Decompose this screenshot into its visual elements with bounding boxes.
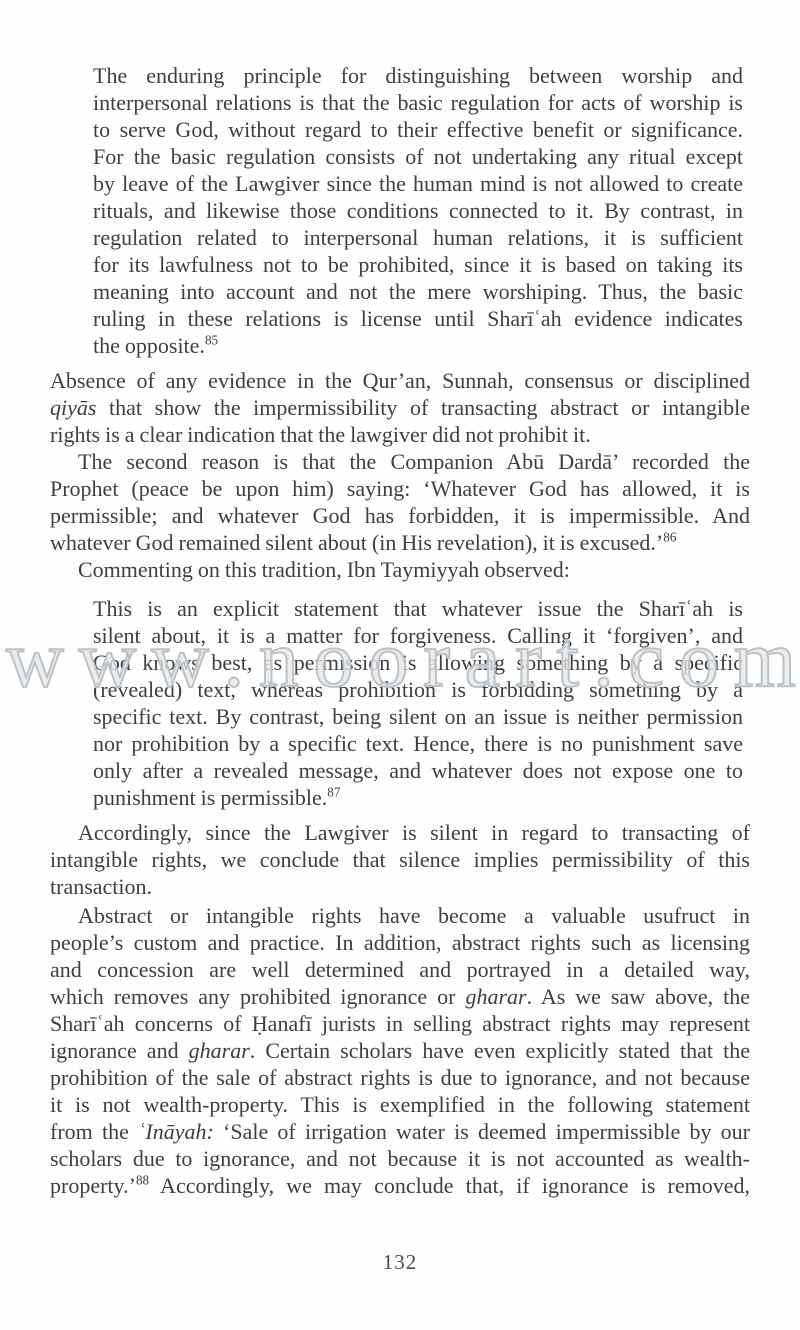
text-line: whatever God remained silent about (in His revelation), it is excused.’$^{86}$ [50,529,677,555]
text-line: rights is a clear indication that the lawgiver did not prohibit it. [50,422,591,447]
text-line: property.’$^{88}$ Accordingly, we may conclude that, if ignorance is removed, [50,1172,750,1198]
watermark-letter: r [515,616,542,704]
text-line: only after a revealed message, and whatever does not expose one to [93,758,743,783]
watermark-letter: o [368,616,409,704]
text-line: Prophet (peace be upon him) saying: ‘Whatever God has allowed, it is [50,476,750,501]
text-line: interpersonal relations is that the basic regulation for acts of worship is [93,90,743,115]
watermark-letter: t [556,616,579,704]
text-line: intangible rights, we conclude that silence implies permissibility of this [50,847,750,872]
text-line: The enduring principle for distinguishing between worship and [93,63,743,88]
text-line: prohibition of the sale of abstract rights is due to ignorance, and not because [50,1065,750,1090]
text-line: nor prohibition by a specific text. Hence, there is no punishment save [93,731,743,756]
text-line: Abstract or intangible rights have become a valuable usufruct in [78,903,750,928]
text-line: by leave of the Lawgiver since the human mind is not allowed to create [93,171,743,196]
text-line: people’s custom and practice. In addition, abstract rights such as licensing [50,930,750,955]
text-line: to serve God, without regard to their effective benefit or significance. [93,117,743,142]
text-line: silent about, it is a matter for forgiveness. Calling it ‘forgiven’, and [93,623,743,648]
text-line: meaning into account and not the mere worshiping. Thus, the basic [93,279,743,304]
text-line: regulation related to interpersonal human relations, it is sufficient [93,225,743,250]
paragraph [50,367,750,448]
block-quote [93,595,743,811]
text-line: ruling in these relations is license until Sharīʿah evidence indicates [93,306,743,331]
text-line: ignorance and gharar. Certain scholars have even explicitly stated that the [50,1038,750,1063]
text-line: qiyās that show the impermissibility of transacting abstract or intangible [50,395,750,420]
text-line: Sharīʿah concerns of Ḥanafī jurists in selling abstract rights may represent [50,1011,750,1036]
text-line: punishment is permissible.$^{87}$ [93,784,341,810]
text-line: it is not wealth-property. This is exemplified in the following statement [50,1092,750,1117]
watermark-letter: a [464,616,501,704]
watermark-letter: w [6,616,64,704]
text-line: Commenting on this tradition, Ibn Taymiyyah observed: [78,557,570,582]
page-number: 132 [382,1250,418,1274]
text-line: and concession are well determined and portrayed in a detailed way, [50,957,750,982]
watermark-letter: o [313,616,354,704]
watermark-letter: m [733,616,796,704]
text-line: which removes any prohibited ignorance or gharar. As we saw above, the [50,984,751,1009]
watermark-letter: r [423,616,450,704]
text-line: (revealed) text, whereas prohibition is forbidding something by a [93,677,743,702]
text-line: permissible; and whatever God has forbidden, it is impermissible. And [50,503,750,528]
paragraph [50,902,750,1199]
text-line: transaction. [50,874,153,899]
watermark-letter: c [628,616,665,704]
watermark-letter: w [151,616,210,704]
watermark-letter: n [258,616,299,704]
block-quote [93,62,743,359]
text-line: God knows best, as permission is allowing something by a specific [93,650,743,675]
text-line: rituals, and likewise those conditions connected to it. By contrast, in [93,198,743,223]
watermark-letter: w [78,616,137,704]
text-line: for its lawfulness not to be prohibited, since it is based on taking its [93,252,743,277]
text-line: The second reason is that the Companion Abū Dardā’ recorded the [78,449,750,474]
text-line: Absence of any evidence in the Qur’an, Sunnah, consensus or disciplined [50,368,750,393]
text-line: the opposite.$^{85}$ [93,332,219,358]
watermark-letter: . [223,616,244,704]
text-line: For the basic regulation consists of not undertaking any ritual except [93,144,743,169]
text-line: specific text. By contrast, being silent on an issue is neither permission [93,704,743,729]
text-line: Accordingly, since the Lawgiver is silent in regard to transacting of [78,820,750,845]
text-line: scholars due to ignorance, and not because it is not accounted as wealth- [50,1146,750,1171]
text-line: from the ʿInāyah: ‘Sale of irrigation water is deemed impermissible by our [50,1119,750,1144]
paragraph [50,556,750,583]
paragraph [50,819,750,900]
watermark-letter: . [593,616,614,704]
watermark-letter: o [678,616,719,704]
text-line: This is an explicit statement that whatever issue the Sharīʿah is [93,596,743,621]
paragraph [50,448,750,556]
